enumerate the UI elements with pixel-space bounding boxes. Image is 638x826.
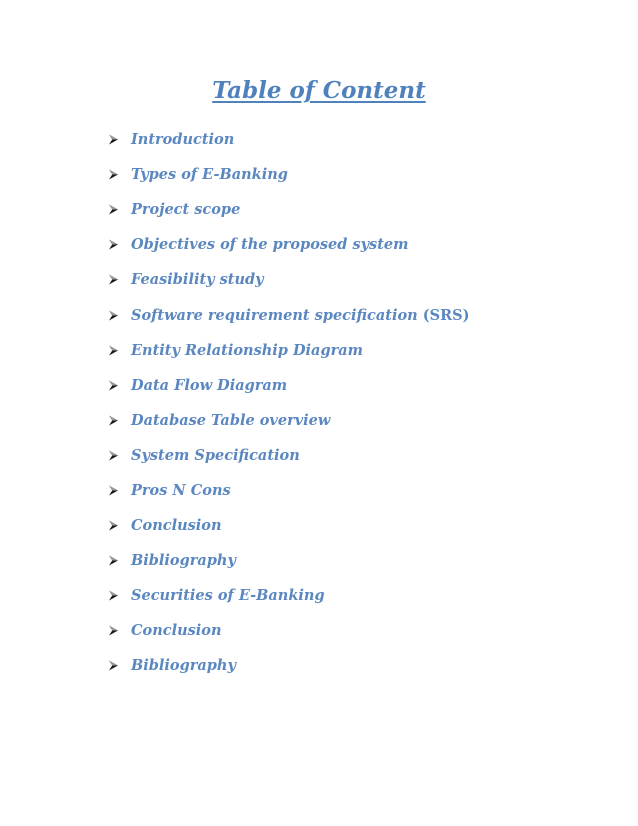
arrow-bullet-icon [108,415,131,426]
toc-item [108,368,469,403]
arrow-bullet-icon [108,590,131,601]
toc-item-label: Data Flow Diagram [131,376,288,394]
toc-item [108,297,469,332]
page-title: Table of Content [212,77,426,104]
toc-item-label: Introduction [131,131,235,149]
toc-item [108,438,469,473]
arrow-bullet-icon [108,485,131,496]
arrow-bullet-icon [108,450,131,461]
toc-item [108,543,469,578]
table-of-contents-list [108,122,469,684]
toc-item-label: Feasibility study [131,271,264,289]
arrow-bullet-icon [108,310,131,321]
arrow-bullet-icon [108,625,131,636]
toc-item-label: System Specification [131,446,300,464]
arrow-bullet-icon [108,520,131,531]
toc-item [108,613,469,648]
toc-item [108,333,469,368]
arrow-bullet-icon [108,380,131,391]
toc-item-label: Bibliography [131,552,236,570]
toc-item [108,648,469,683]
toc-item [108,578,469,613]
toc-item-label: Objectives of the proposed system [131,236,409,254]
toc-item [108,192,469,227]
toc-item-suffix: (SRS) [417,306,470,324]
toc-item-label: Software requirement specification [131,306,418,324]
arrow-bullet-icon [108,555,131,566]
arrow-bullet-icon [108,204,131,215]
toc-item-label: Bibliography [131,657,236,675]
toc-item-label: Conclusion [131,622,222,640]
toc-item [108,473,469,508]
arrow-bullet-icon [108,660,131,671]
toc-item-label: Database Table overview [131,411,331,429]
toc-item [108,508,469,543]
toc-item-label: Entity Relationship Diagram [131,341,363,359]
arrow-bullet-icon [108,345,131,356]
toc-item [108,157,469,192]
toc-item [108,262,469,297]
arrow-bullet-icon [108,274,131,285]
toc-item-label: Securities of E-Banking [131,587,325,605]
toc-item-label: Conclusion [131,517,222,535]
arrow-bullet-icon [108,239,131,250]
toc-item [108,122,469,157]
toc-item [108,227,469,262]
toc-item-label: Types of E-Banking [131,166,288,184]
toc-item-label: Project scope [131,201,241,219]
arrow-bullet-icon [108,169,131,180]
toc-item-label: Pros N Cons [131,481,231,499]
arrow-bullet-icon [108,134,131,145]
toc-item [108,403,469,438]
